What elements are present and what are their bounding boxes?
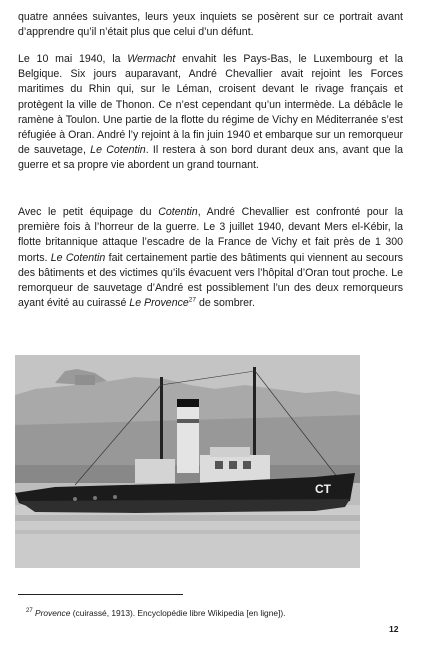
tugboat-photo xyxy=(15,355,360,568)
footnote: $^{27}$ Provence (cuirassé, 1913). Encyclopédie libre Wikipedia [en ligne]). xyxy=(26,608,286,618)
paragraph-3: Avec le petit équipage du Cotentin, André Chevallier est confronté pour la première fois à l’horreur de la guerre. Le 3 juillet 1940, devant Mers el-Kébir, la flotte britannique attaque l’escadre de la France de Vichy et fait près de 1 300 morts. Le Cotentin fait certainement partie des bâtiments qui viennent au secours des bâtiments et des victimes qu’ils évacuent vers l’hôpital d’Oran tout proche. Le remorqueur de sauvetage d’André est possiblement l’un des deux remorqueurs ayant évité au cuirassé Le Provence$^{27}$ de sombrer. xyxy=(18,206,404,310)
footnote-reference: 27 xyxy=(188,296,197,304)
hull-marking: CT xyxy=(315,482,331,496)
page-number: 12 xyxy=(389,624,399,634)
paragraph-1: quatre années suivantes, leurs yeux inquiets se posèrent sur ce portrait avant d’apprendre qu’il n’était plus que celui d’un défunt. xyxy=(18,11,403,39)
paragraph-2: Le 10 mai 1940, la Wermacht envahit les Pays-Bas, le Luxembourg et la Belgique. Six jours auparavant, André Chevallier avait rejoint les Forces maritimes du Rhin qui, sur le Léman, croisent devant le rivage français et protègent la ville de Thonon. Ce n’est cependant qu’un intermède. La débâcle le ramène à Toulon. Une partie de la flotte du régime de Vichy en Méditerranée s’est réfugiée à Oran. André l’y rejoint à la fin juin 1940 et embarque sur un remorqueur de sauvetage, Le Cotentin. Il restera à son bord durant deux ans, avant que la guerre et sa propre vie abordent un grand tournant. xyxy=(18,53,403,172)
footnote-separator xyxy=(18,594,183,595)
footnote-number: 27 xyxy=(26,608,33,615)
